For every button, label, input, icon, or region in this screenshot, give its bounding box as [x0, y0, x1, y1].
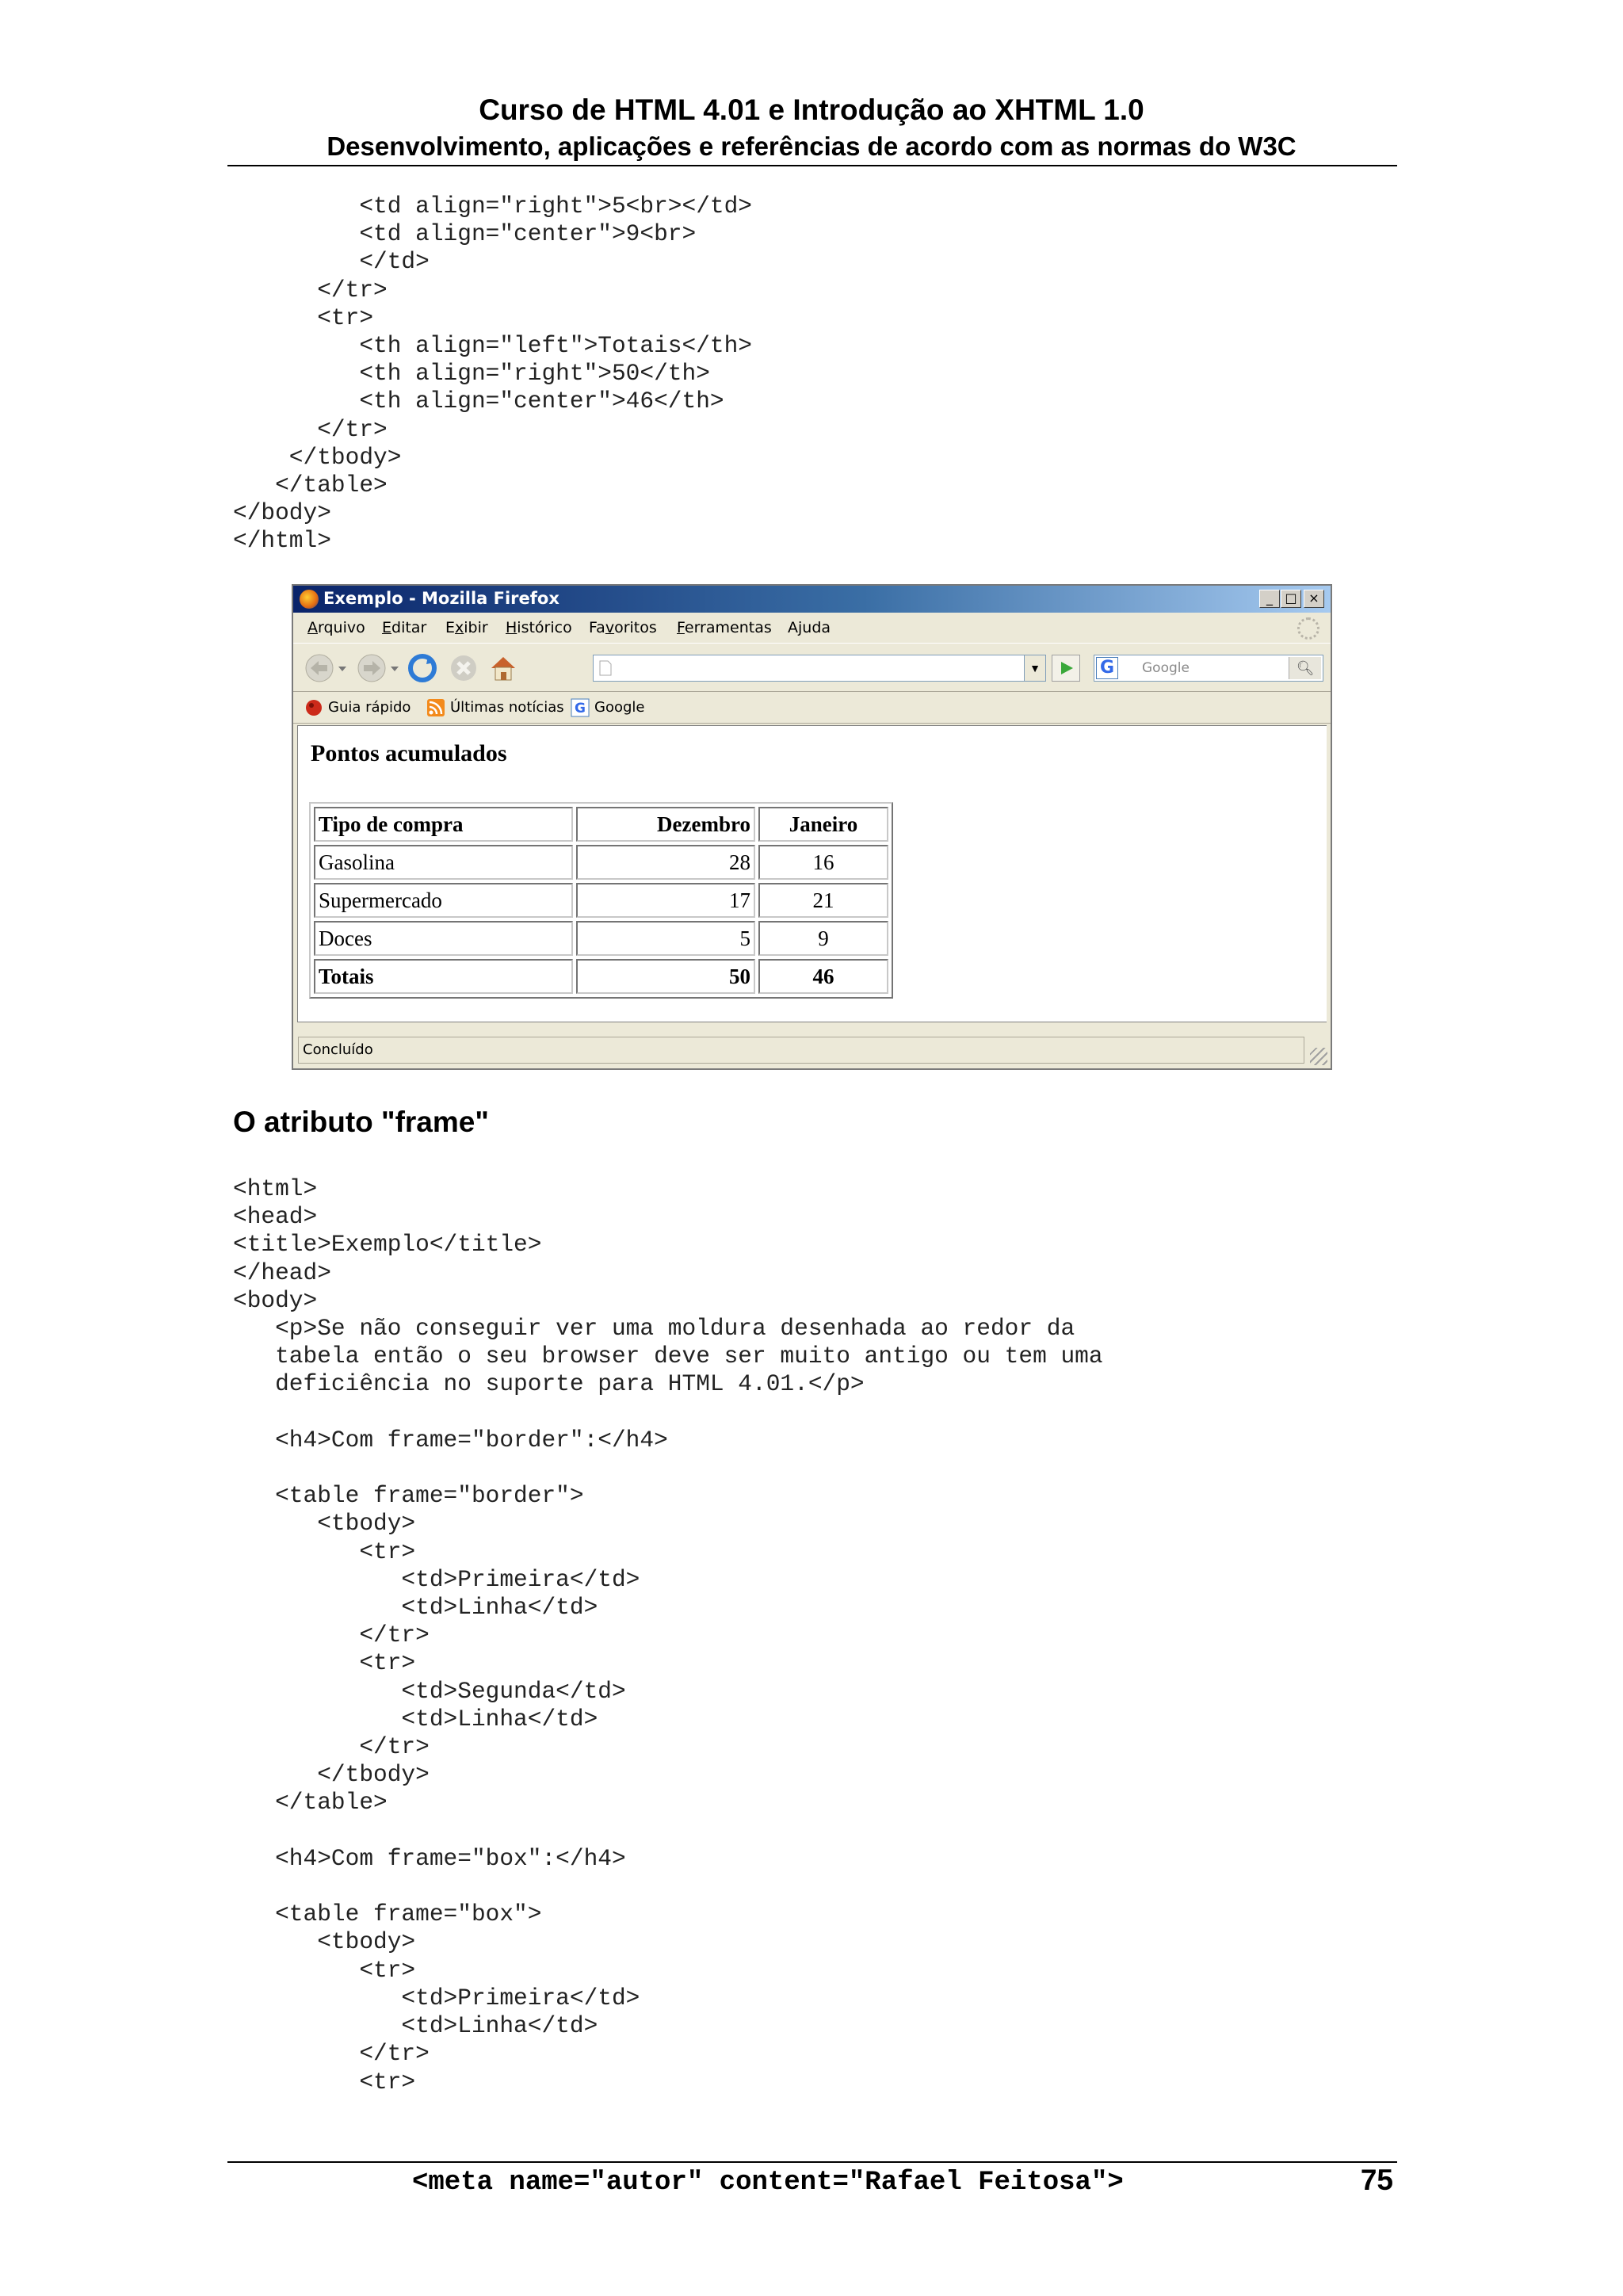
stop-icon[interactable] — [449, 653, 479, 683]
menu-historico[interactable] — [506, 619, 572, 636]
navigation-toolbar — [293, 643, 1331, 692]
menu-arquivo[interactable] — [307, 619, 365, 636]
menu-ajuda-label: Ajuda — [788, 619, 831, 636]
cell: 9 — [758, 921, 888, 956]
table-row — [314, 921, 888, 956]
menu-ferramentas-label: Ferramentas — [677, 619, 772, 636]
search-icon[interactable]: 🔍︎ — [1289, 657, 1321, 679]
forward-icon[interactable] — [357, 653, 387, 683]
section-heading: O atributo "frame" — [233, 1106, 489, 1138]
forward-dropdown-icon[interactable] — [389, 653, 400, 683]
google-bookmark-icon — [571, 698, 590, 717]
menu-favoritos[interactable] — [589, 619, 657, 636]
cell: Gasolina — [314, 845, 573, 880]
minimize-button[interactable]: _ — [1259, 590, 1280, 608]
back-icon[interactable] — [304, 653, 334, 683]
page-icon — [598, 660, 613, 676]
menu-ajuda[interactable] — [788, 619, 831, 636]
totals-janeiro: 46 — [758, 959, 888, 994]
maximize-button[interactable]: □ — [1281, 590, 1301, 608]
menu-editar-label: Editar — [382, 619, 427, 636]
footer-rule — [227, 2161, 1397, 2163]
menu-historico-label: Histórico — [506, 619, 572, 636]
cell: 21 — [758, 883, 888, 918]
code-listing-bottom: <html> <head> <title>Exemplo</title> </head> <body> <p>Se não conseguir ver uma moldura desenhada ao redor da tabela então o seu browser deve ser muito antigo ou tem uma deficiência no suporte para HTML 4.01.</p> <h4>Com frame="border":</h4> <table frame="border"> <tbody> <tr> <td>Primeira</td> <td>Linha</td> </tr> <tr> <td>Segunda</td> <td>Linha</td> </tr> </tbody> </table> <h4>Com frame="box":</h4> <table frame="box"> <tbody> <tr> <td>Primeira</td> <td>Linha</td> </tr> <tr> — [233, 1175, 1103, 2095]
header-rule — [227, 165, 1397, 166]
menu-bar — [293, 613, 1331, 641]
table-row — [314, 883, 888, 918]
cell: Doces — [314, 921, 573, 956]
document-title: Curso de HTML 4.01 e Introdução ao XHTML 1.0 — [479, 94, 1144, 126]
menu-arquivo-label: Arquivo — [307, 619, 365, 636]
google-engine-icon[interactable]: G — [1096, 657, 1118, 679]
bookmarks-toolbar — [293, 691, 1331, 724]
header-janeiro: Janeiro — [758, 807, 888, 842]
points-table — [309, 802, 893, 999]
footer-meta: <meta name="autor" content="Rafael Feitosa"> — [412, 2168, 1124, 2198]
table-row — [314, 845, 888, 880]
guia-rapido-icon — [304, 698, 323, 717]
url-input[interactable] — [593, 655, 1046, 682]
search-placeholder: Google — [1142, 660, 1190, 676]
go-button[interactable] — [1052, 655, 1080, 682]
browser-window — [292, 584, 1332, 1070]
status-text: Concluído — [303, 1041, 373, 1058]
svg-text:G: G — [575, 701, 586, 716]
menu-exibir-label: Exibir — [445, 619, 488, 636]
page-heading: Pontos acumulados — [311, 740, 507, 766]
totals-label: Totais — [314, 959, 573, 994]
back-dropdown-icon[interactable] — [337, 653, 348, 683]
resize-grip-icon[interactable] — [1310, 1048, 1327, 1065]
document-subtitle: Desenvolvimento, aplicações e referências de acordo com as normas do W3C — [327, 132, 1296, 161]
cell: 17 — [576, 883, 755, 918]
firefox-icon — [300, 590, 319, 609]
code-listing-top: <td align="right">5<br></td> <td align="center">9<br> </td> </tr> <tr> <th align="left">Totais</th> <th align="right">50</th> <th align="center">46</th> </tr> </tbody> </table> </body> </html> — [233, 193, 753, 555]
title-bar — [293, 586, 1331, 613]
cell: 28 — [576, 845, 755, 880]
bookmark-ultimas-noticias[interactable]: Últimas notícias — [450, 699, 564, 716]
menu-editar[interactable] — [382, 619, 426, 636]
close-button[interactable]: × — [1304, 590, 1324, 608]
cell: 16 — [758, 845, 888, 880]
home-icon[interactable] — [488, 653, 518, 683]
throbber-icon — [1297, 617, 1319, 640]
bookmark-guia-rapido[interactable]: Guia rápido — [328, 699, 411, 716]
header-tipo: Tipo de compra — [314, 807, 573, 842]
menu-exibir[interactable] — [445, 619, 488, 636]
window-title: Exemplo - Mozilla Firefox — [323, 589, 559, 608]
menu-favoritos-label: Favoritos — [589, 619, 657, 636]
status-bar — [293, 1032, 1331, 1068]
menu-ferramentas[interactable] — [677, 619, 772, 636]
url-dropdown-icon[interactable]: ▼ — [1024, 655, 1045, 681]
page-number: 75 — [1360, 2164, 1393, 2196]
header-dezembro: Dezembro — [576, 807, 755, 842]
bookmark-google[interactable]: Google — [594, 699, 645, 716]
search-input[interactable] — [1094, 655, 1323, 682]
table-totals-row — [314, 959, 888, 994]
page-content — [297, 725, 1327, 1022]
cell: 5 — [576, 921, 755, 956]
status-panel — [298, 1037, 1304, 1064]
cell: Supermercado — [314, 883, 573, 918]
reload-icon[interactable] — [407, 653, 437, 683]
table-header-row — [314, 807, 888, 842]
rss-icon — [426, 698, 445, 717]
totals-dezembro: 50 — [576, 959, 755, 994]
